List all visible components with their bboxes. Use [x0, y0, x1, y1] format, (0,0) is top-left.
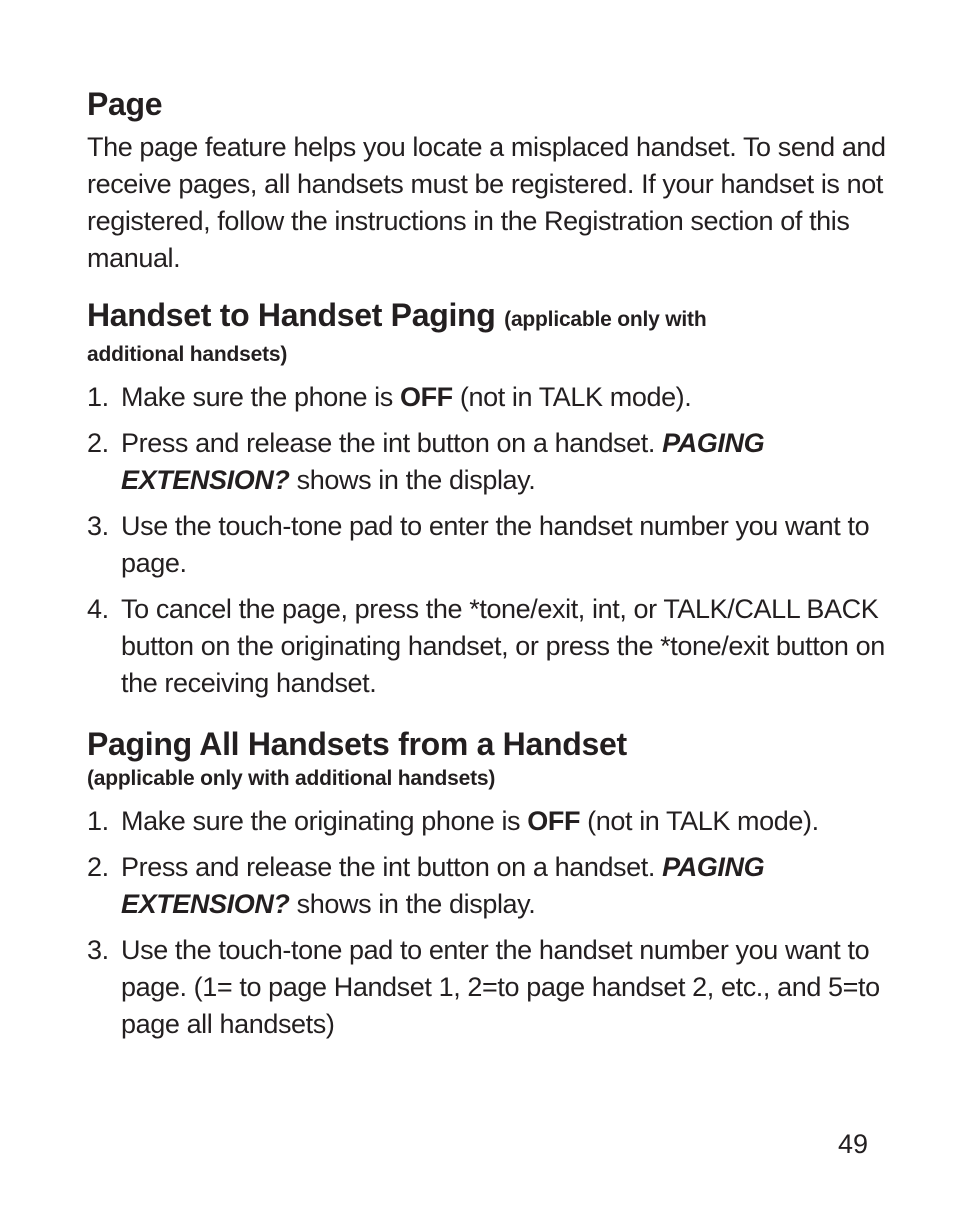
step-number: 2.: [87, 428, 109, 458]
step-text: shows in the display.: [289, 889, 536, 919]
list-item: [87, 591, 887, 702]
page-title: Page: [87, 86, 163, 122]
section-handset-to-handset: [87, 295, 887, 702]
section-note: (applicable only with: [504, 308, 707, 331]
step-text: (not in TALK mode).: [452, 382, 692, 412]
list-item: [87, 508, 887, 582]
section-note: (applicable only with additional handsets): [87, 767, 496, 790]
step-text: Press and release the int button on a handset.: [121, 852, 663, 882]
list-item: [87, 932, 887, 1043]
section-title-text: Handset to Handset Paging: [87, 297, 496, 333]
manual-page: [87, 84, 887, 1043]
step-display-text: PAGING EXTENSION?: [121, 852, 765, 919]
step-emphasis: OFF: [527, 806, 581, 836]
step-number: 1.: [87, 382, 109, 412]
step-emphasis: OFF: [399, 382, 453, 412]
step-number: 3.: [87, 935, 109, 965]
list-item: [87, 425, 887, 499]
step-text: Press and release the int button on a handset.: [121, 428, 663, 458]
list-item: [87, 849, 887, 923]
step-text: Make sure the phone is: [121, 382, 400, 412]
step-number: 2.: [87, 852, 109, 882]
step-number: 3.: [87, 511, 109, 541]
step-display-text: PAGING EXTENSION?: [121, 428, 765, 495]
step-number: 4.: [87, 594, 109, 624]
list-item: [87, 379, 887, 416]
page-number: 49: [837, 1129, 868, 1159]
step-text: Make sure the originating phone is: [121, 806, 528, 836]
section-paging-all-handsets: [87, 724, 887, 1043]
section-title: Paging All Handsets from a Handset: [87, 726, 627, 762]
step-text: (not in TALK mode).: [580, 806, 819, 836]
section-title: [87, 295, 887, 340]
list-item: [87, 803, 887, 840]
step-text: shows in the display.: [289, 465, 536, 495]
section-note-continued: additional handsets): [87, 343, 288, 366]
step-text: Use the touch-tone pad to enter the handset number you want to page. (1= to page Handset 1, 2=to page handset 2, etc., and 5=to page all handsets): [121, 935, 880, 1039]
step-text: Use the touch-tone pad to enter the handset number you want to page.: [121, 511, 870, 578]
steps-list: [87, 379, 887, 702]
intro-paragraph: The page feature helps you locate a misplaced handset. To send and receive pages, all handsets must be registered. If your handset is not registered, follow the instructions in the Registration section of this manual.: [87, 132, 886, 273]
step-text: To cancel the page, press the *tone/exit, int, or TALK/CALL BACK button on the originating handset, or press the *tone/exit button on the receiving handset.: [121, 594, 885, 698]
step-number: 1.: [87, 806, 109, 836]
steps-list: [87, 803, 887, 1043]
